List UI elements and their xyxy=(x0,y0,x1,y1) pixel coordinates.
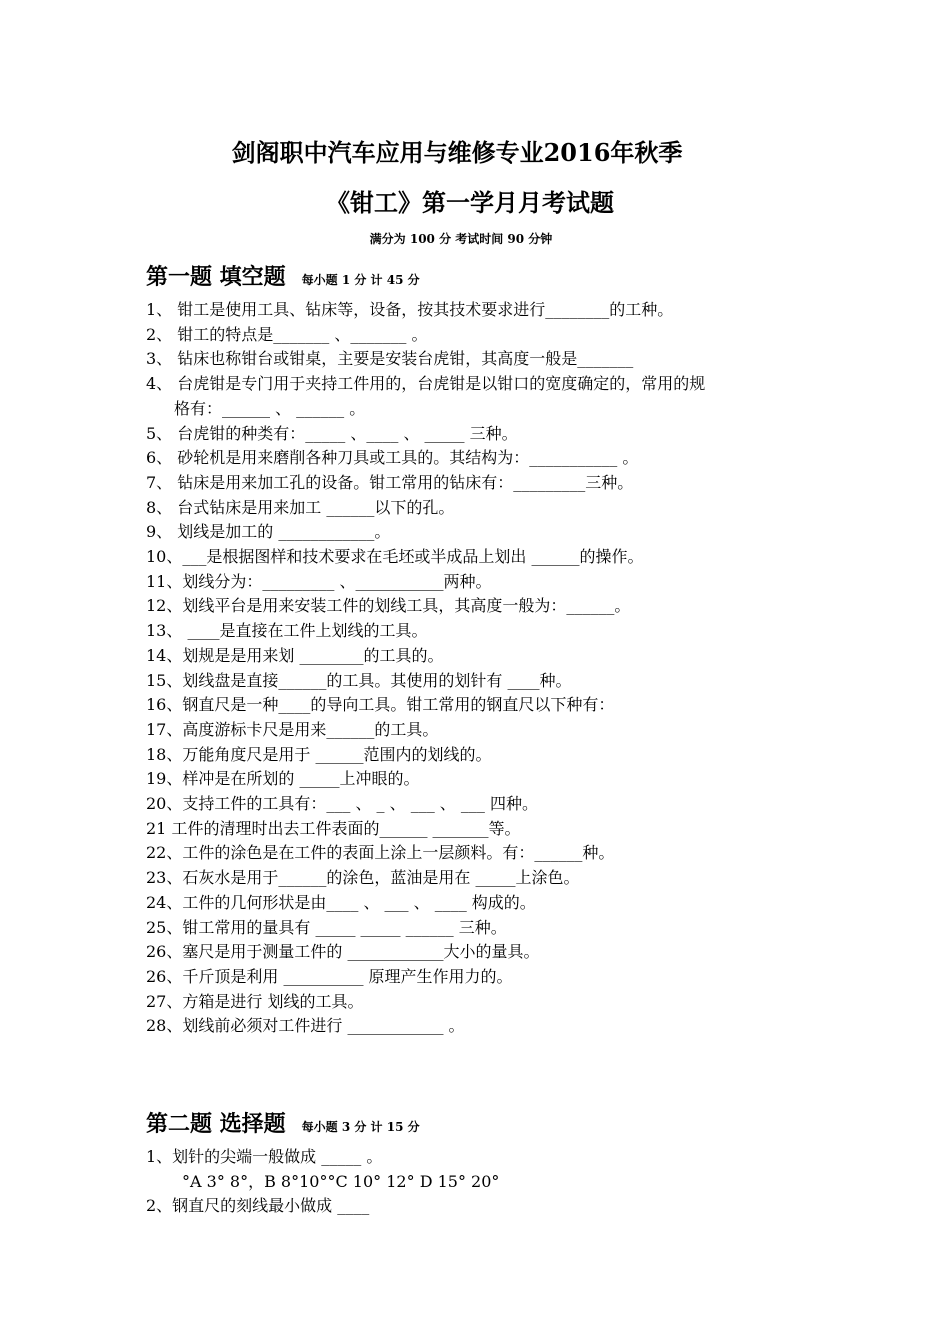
question-item-continuation xyxy=(146,397,826,422)
question-item: 28、划线前必须对工件进行 ____________ 。 xyxy=(146,1016,465,1036)
question-item: 2、钢直尺的刻线最小做成 ____ xyxy=(146,1196,370,1216)
question-item: 11、划线分为：_________ 、___________两种。 xyxy=(146,571,492,591)
question-item: 26、千斤顶是利用 __________ 原理产生作用力的。 xyxy=(146,966,513,986)
question-item: 2、 钳工的特点是_______ 、_______ 。 xyxy=(146,324,428,344)
question-item: 15、划线盘是直接______的工具。其使用的划针有 ____种。 xyxy=(146,670,572,690)
question-continuation-text: 格有：______ 、 ______ 。 xyxy=(174,398,366,418)
question-item: 22、工件的涂色是在工件的表面上涂上一层颜料。有：______种。 xyxy=(146,843,615,863)
exam-title-line1: 剑阁职中汽车应用与维修专业2016年秋季 xyxy=(231,138,683,167)
section-heading-multiple-choice xyxy=(146,1107,420,1138)
question-item: 10、___是根据图样和技术要求在毛坯或半成品上划出 ______的操作。 xyxy=(146,547,644,567)
question-item: 5、 台虎钳的种类有：_____ 、____ 、 _____ 三种。 xyxy=(146,423,518,443)
question-item: 3、 钻床也称钳台或钳桌，主要是安装台虎钳，其高度一般是_______ xyxy=(146,349,634,369)
question-item: 7、 钻床是用来加工孔的设备。钳工常用的钻床有：_________三种。 xyxy=(146,472,634,492)
question-item: 12、划线平台是用来安装工件的划线工具，其高度一般为：______。 xyxy=(146,596,631,616)
question-item: 4、 台虎钳是专门用于夹持工件用的，台虎钳是以钳口的宽度确定的，常用的规 xyxy=(146,374,706,394)
question-item: 23、石灰水是用于______的涂色，蓝油是用在 _____上涂色。 xyxy=(146,868,580,888)
question-item: 1、划针的尖端一般做成 _____ 。 xyxy=(146,1147,383,1166)
question-item: 14、划规是是用来划 ________的工具的。 xyxy=(146,645,444,665)
question-item: 24、工件的几何形状是由____ 、 ___ 、 ____ 构成的。 xyxy=(146,892,536,912)
exam-title-line2: 《钳工》第一学月月考试题 xyxy=(326,188,614,217)
fill-blank-question-list xyxy=(146,298,826,1039)
choice-question-list xyxy=(146,1145,826,1219)
question-item: 16、钢直尺是一种____的导向工具。钳工常用的钢直尺以下种有： xyxy=(146,695,615,715)
section-scoring-note: 每小题 3 分 计 15 分 xyxy=(301,1120,420,1134)
section-scoring-note: 每小题 1 分 计 45 分 xyxy=(301,273,420,287)
question-item: 25、钳工常用的量具有 _____ _____ ______ 三种。 xyxy=(146,917,507,937)
question-item: 17、高度游标卡尺是用来______的工具。 xyxy=(146,719,439,739)
question-item: 13、 ____是直接在工件上划线的工具。 xyxy=(146,621,428,641)
question-item: 8、 台式钻床是用来加工 ______以下的孔。 xyxy=(146,497,455,517)
question-item: 9、 划线是加工的 ____________。 xyxy=(146,522,391,542)
question-item: 1、 钳工是使用工具、钻床等，设备，按其技术要求进行________的工种。 xyxy=(146,300,674,319)
question-item: 21 工件的清理时出去工件表面的______ _______等。 xyxy=(146,818,521,838)
question-item: 20、支持工件的工具有：___ 、 _ 、 ___ 、 ___ 四种。 xyxy=(146,794,538,814)
exam-meta: 满分为 100 分 考试时间 90 分钟 xyxy=(369,232,553,246)
question-item: 6、 砂轮机是用来磨削各种刀具或工具的。其结构为：___________ 。 xyxy=(146,448,639,468)
section-title: 第二题 选择题 xyxy=(146,1111,286,1137)
section-title: 第一题 填空题 xyxy=(146,264,286,290)
section-heading-fill-blank xyxy=(146,260,420,291)
answer-options: °A 3° 8°，B 8°10°°C 10° 12° D 15° 20° xyxy=(182,1171,500,1191)
question-item: 27、方箱是进行 划线的工具。 xyxy=(146,991,364,1011)
question-item: 19、样冲是在所划的 _____上冲眼的。 xyxy=(146,769,420,789)
question-item: 26、塞尺是用于测量工件的 ____________大小的量具。 xyxy=(146,942,540,962)
question-item: 18、万能角度尺是用于 ______范围内的划线的。 xyxy=(146,744,492,764)
